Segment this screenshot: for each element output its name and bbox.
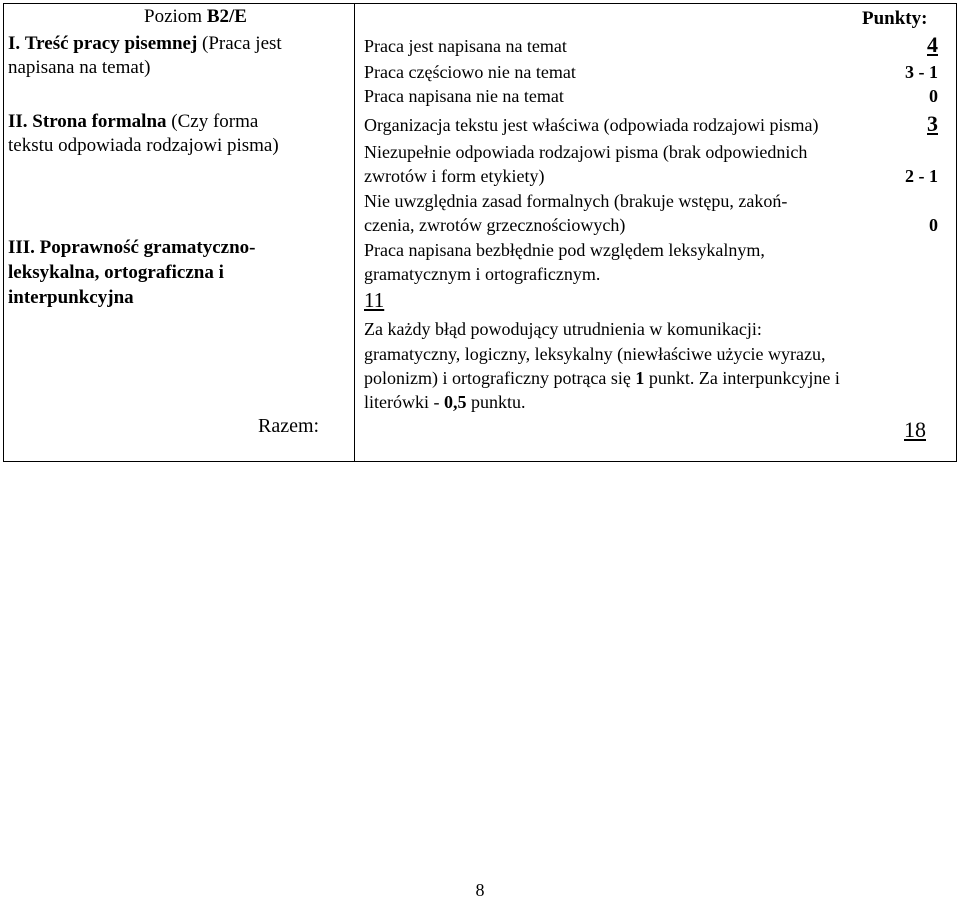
criterion-1-2-points: 3 - 1 — [905, 62, 938, 82]
level-header: Poziom B2/E — [144, 6, 247, 27]
total-label: Razem: — [258, 415, 320, 437]
page-number: 8 — [475, 880, 485, 900]
criterion-3-1-line2: gramatycznym i ortograficznym. — [364, 264, 601, 284]
section-2-title: II. Strona formalna (Czy forma — [8, 111, 259, 132]
section-3-title-line1: III. Poprawność gramatyczno- — [8, 237, 256, 258]
section-3-title-line2: leksykalna, ortograficzna i — [8, 262, 224, 283]
criterion-2-2-line2: zwrotów i form etykiety) — [364, 166, 545, 186]
criterion-2-1-points: 3 — [927, 111, 938, 136]
criterion-3-2-line3: polonizm) i ortograficzny potrąca się 1 punkt. Za interpunkcyjne i — [364, 368, 840, 388]
criterion-2-3-line2: czenia, zwrotów grzecznościowych) — [364, 215, 626, 235]
criterion-3-2-line1: Za każdy błąd powodujący utrudnienia w komunikacji: — [364, 319, 762, 339]
criterion-1-3: Praca napisana nie na temat — [364, 86, 564, 106]
section-1-title-line2: napisana na temat) — [8, 57, 151, 78]
criterion-3-1-line1: Praca napisana bezbłędnie pod względem leksykalnym, — [364, 240, 765, 260]
criterion-1-3-points: 0 — [929, 86, 938, 106]
criterion-3-1-points: 11 — [364, 288, 385, 312]
section-1-title: I. Treść pracy pisemnej (Praca jest — [8, 33, 282, 54]
criterion-1-1-points: 4 — [927, 32, 938, 57]
criterion-2-3-points: 0 — [929, 215, 938, 235]
criterion-3-2-line4: literówki - 0,5 punktu. — [364, 392, 526, 412]
section-2-title-line2: tekstu odpowiada rodzajowi pisma) — [8, 135, 279, 156]
criterion-2-2-points: 2 - 1 — [905, 166, 938, 186]
points-header: Punkty: — [862, 8, 928, 29]
scoring-table — [3, 3, 957, 462]
criterion-2-1: Organizacja tekstu jest właściwa (odpowiada rodzajowi pisma) — [364, 115, 819, 135]
criterion-2-2-line1: Niezupełnie odpowiada rodzajowi pisma (brak odpowiednich — [364, 142, 808, 162]
criterion-1-1: Praca jest napisana na temat — [364, 36, 567, 56]
criterion-1-2: Praca częściowo nie na temat — [364, 62, 576, 82]
total-value: 18 — [904, 417, 926, 442]
section-3-title-line3: interpunkcyjna — [8, 287, 134, 308]
column-divider — [354, 4, 355, 461]
criterion-2-3-line1: Nie uwzględnia zasad formalnych (brakuje wstępu, zakoń- — [364, 191, 788, 211]
criterion-3-2-line2: gramatyczny, logiczny, leksykalny (niewłaściwe użycie wyrazu, — [364, 344, 826, 364]
